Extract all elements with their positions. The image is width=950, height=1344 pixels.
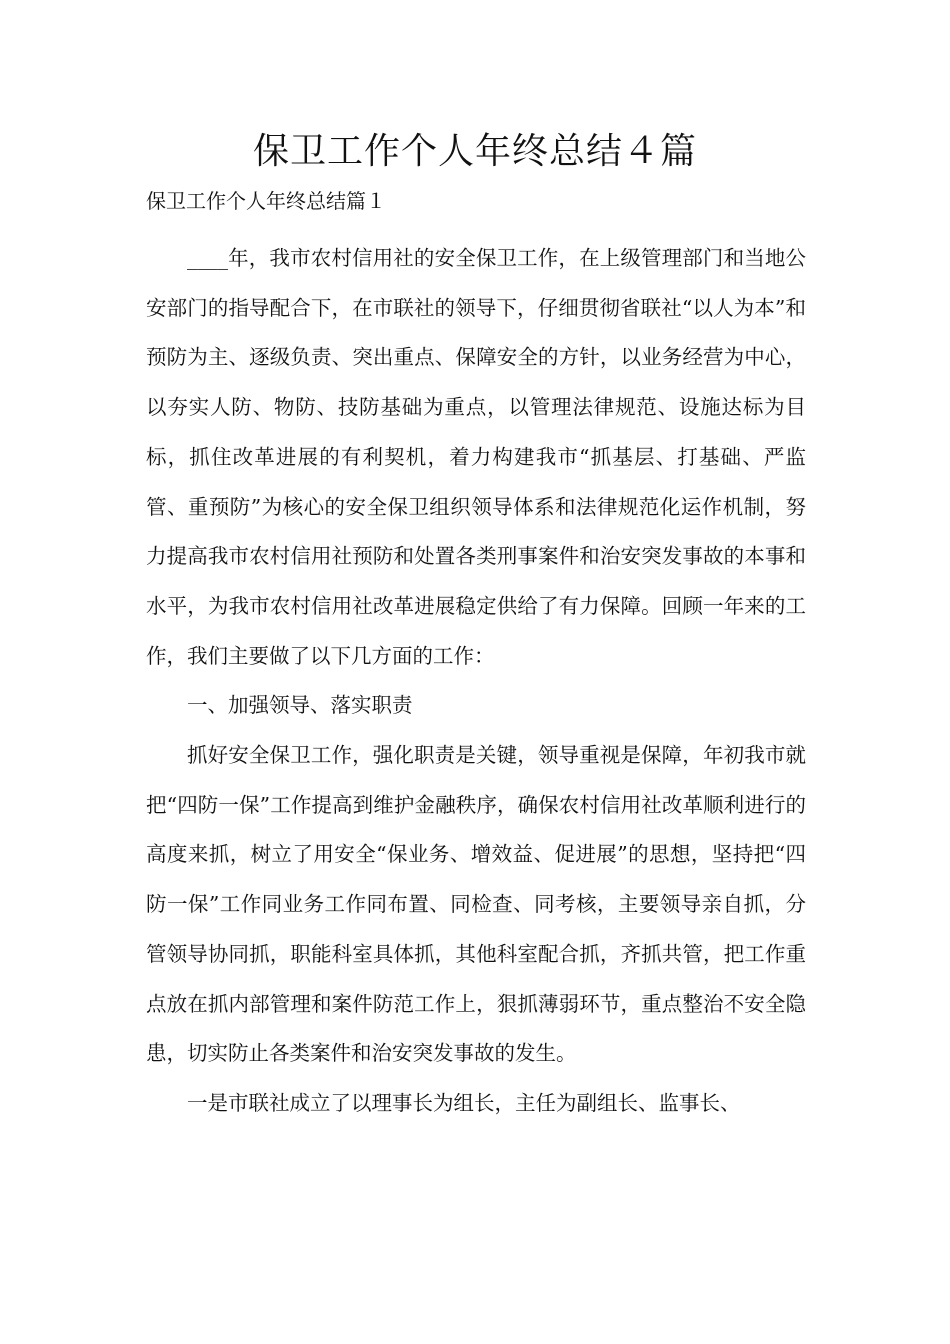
- document-subtitle: 保卫工作个人年终总结篇１: [146, 189, 386, 213]
- document-title: 保卫工作个人年终总结４篇: [252, 131, 697, 172]
- body-paragraph: ____年，我市农村信用社的安全保卫工作，在上级管理部门和当地公安部门的指导配合下，在市联社的领导下，仔细贯彻省联社“以人为本”和预防为主、逐级负责、突出重点、保障安全的方针，以业务经营为中心，以夯实人防、物防、技防基础为重点，以管理法律规范、设施达标为目标，抓住改革进展的有利契机，着力构建我市“抓基层、打基础、严监管、重预防”为核心的安全保卫组织领导体系和法律规范化运作机制，努力提高我市农村信用社预防和处置各类刑事案件和治安突发事故的本事和水平，为我市农村信用社改革进展稳定供给了有力保障。回顾一年来的工作，我们主要做了以下几方面的工作：: [146, 246, 806, 668]
- document-body: [146, 234, 806, 1129]
- body-paragraph: 抓好安全保卫工作，强化职责是关键，领导重视是保障，年初我市就把“四防一保”工作提高到维护金融秩序，确保农村信用社改革顺利进行的高度来抓，树立了用安全“保业务、增效益、促进展”的思想，坚持把“四防一保”工作同业务工作同布置、同检查、同考核，主要领导亲自抓，分管领导协同抓，职能科室具体抓，其他科室配合抓，齐抓共管，把工作重点放在抓内部管理和案件防范工作上，狠抓薄弱环节，重点整治不安全隐患，切实防止各类案件和治安突发事故的发生。: [146, 743, 806, 1066]
- section-heading: 一、加强领导、落实职责: [187, 693, 413, 718]
- body-paragraph: 一是市联社成立了以理事长为组长，主任为副组长、监事长、: [187, 1090, 741, 1115]
